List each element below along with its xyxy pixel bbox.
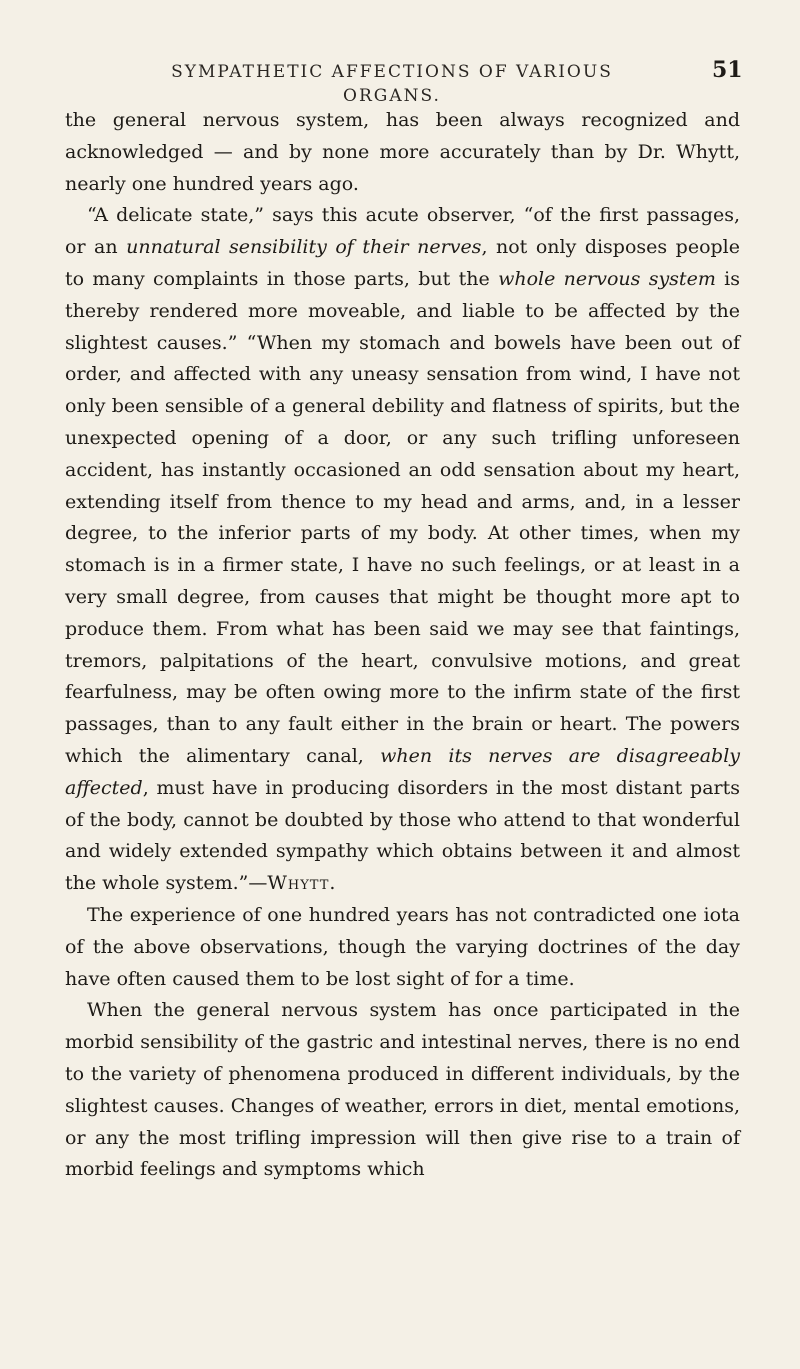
italic-phrase: unnatural sensibility of their nerves [126, 236, 482, 259]
text-run: The experience of one hundred years has not contradicted one iota of the above observations, though the varying doctrines of the day have often caused them to be lost sight of for a time. [65, 903, 740, 990]
paragraph [65, 900, 740, 995]
italic-phrase: whole nervous system [498, 267, 716, 290]
text-run: When the general nervous system has once participated in the morbid sensibility of the gastric and intestinal nerves, there is no end to the variety of phenomena produced in different individuals, by the slightest causes. Changes of weather, errors in diet, mental emotions, or any the most trifling impression will then give rise to a train of morbid feelings and symptoms which [65, 999, 740, 1181]
text-run: “A delicate state,” says this acute observer, “of the first passages, or an [65, 204, 740, 259]
page-number: 51 [712, 57, 743, 83]
quotation-attribution: Whytt. [267, 872, 337, 895]
italic-phrase: when its nerves are disagreeably affected [65, 744, 741, 799]
paragraph [65, 995, 740, 1186]
text-run: is thereby rendered more moveable, and liable to be affected by the slightest causes.” “When my stomach and bowels have been out of order, and affected with any uneasy sensation from wind, I have not only been sensible of a general debility and flatness of spirits, but the unexpected opening of a door, or any such trifling unforeseen accident, has instantly occasioned an odd sensation about my heart, extending itself from thence to my head and arms, and, in a lesser degree, to the inferior parts of my body. At other times, when my stomach is in a firmer state, I have no such feelings, or at least in a very small degree, from causes that might be thought more apt to produce them. From what has been said we may see that faintings, tremors, palpitations of the heart, convulsive motions, and great fearfulness, may be often owing more to the infirm state of the first passages, than to any fault either in the brain or heart. The powers which the alimentary canal, [65, 267, 740, 767]
text-run: , not only disposes people to many complaints in those parts, but the [65, 236, 740, 290]
quotation-paragraph [65, 200, 740, 900]
text-run: , must have in producing disorders in the most distant parts of the body, cannot be doubted by those who attend to that wonderful and widely extended sympathy which obtains between it and almost the whole system.”— [65, 776, 740, 895]
paragraph [65, 105, 740, 200]
text-run: the general nervous system, has been always recognized and acknowledged — and by none more accurately than by Dr. Whytt, nearly one hundred years ago. [65, 109, 740, 195]
body-text [65, 105, 740, 1186]
running-title: SYMPATHETIC AFFECTIONS OF VARIOUS ORGANS. [171, 62, 613, 106]
